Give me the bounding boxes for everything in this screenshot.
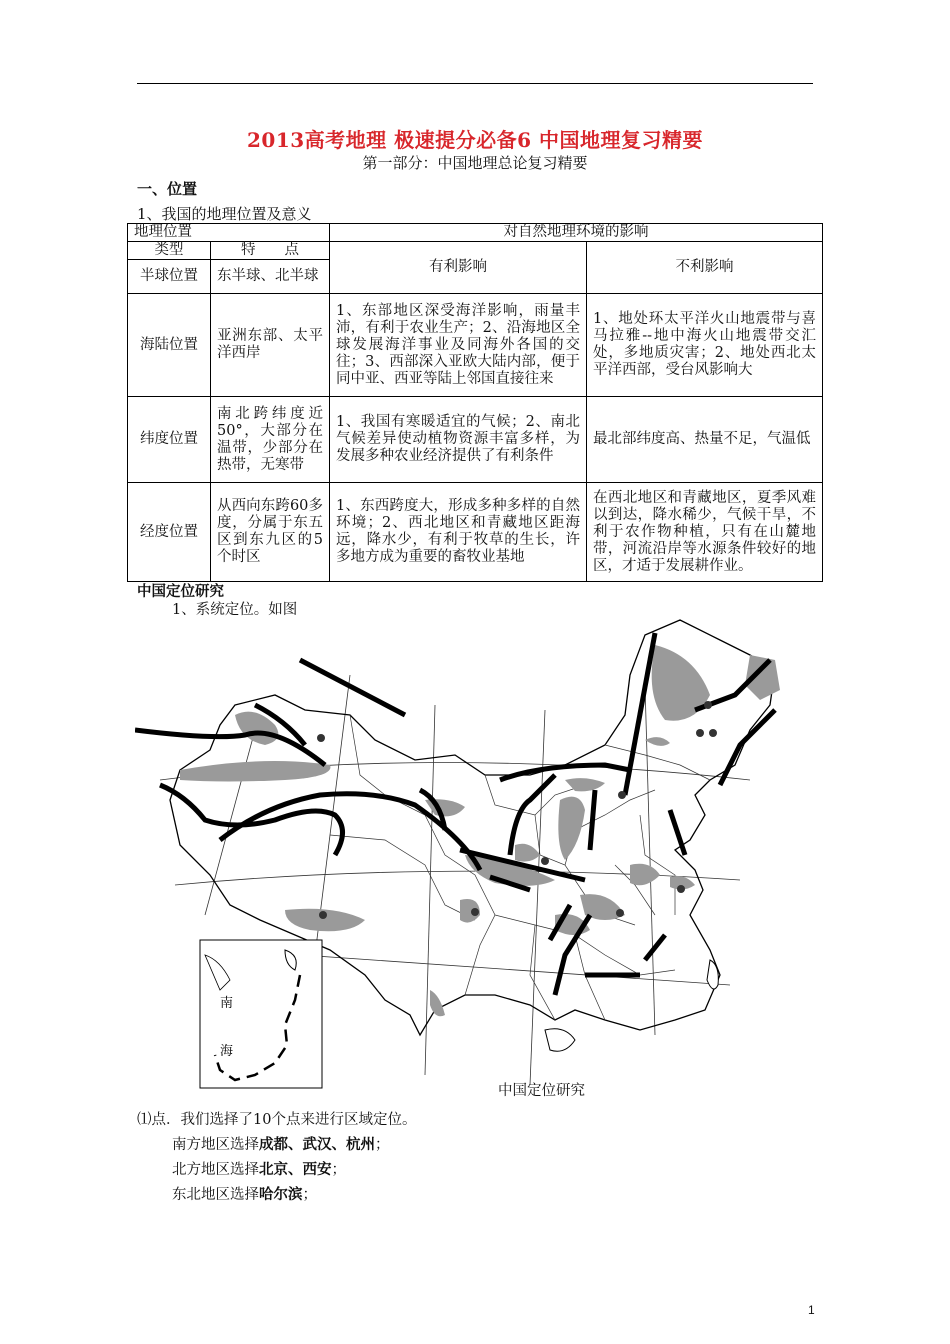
south-region-line — [172, 1133, 390, 1154]
page-title: 2013高考地理 极速提分必备6 中国地理复习精要 — [246, 128, 703, 152]
north-prefix: 北方地区选择 — [172, 1162, 259, 1178]
geo-position-table — [127, 223, 823, 582]
header-position: 地理位置 — [128, 224, 330, 242]
row-type: 半球位置 — [128, 260, 211, 294]
point-selection-text: ⑴点．我们选择了10个点来进行区域定位。 — [137, 1112, 417, 1128]
inset-label-hai: 海 — [220, 1044, 234, 1059]
page-number: 1 — [808, 1303, 815, 1317]
north-cities: 北京、西安 — [259, 1162, 332, 1178]
subsection-heading: 1、我国的地理位置及意义 — [137, 205, 312, 223]
map-caption: 中国定位研究 — [498, 1083, 585, 1099]
row-negative: 1、地处环太平洋火山地震带与喜马拉雅--地中海火山地震带交汇处，多地质灾害；2、地处西北太平洋西部，受台风影响大 — [587, 294, 823, 397]
inset-label-nan: 南 — [220, 996, 234, 1011]
row-positive: 1、东部地区深受海洋影响，雨量丰沛，有利于农业生产；2、沿海地区全球发展海洋事业及同海外各国的交往；3、西部深入亚欧大陆内部，便于同中亚、西亚等陆上邻国直接往来 — [330, 294, 587, 397]
row-feature: 从西向东跨60多度，分属于东五区到东九区的5个时区 — [211, 483, 330, 582]
northeast-cities: 哈尔滨 — [259, 1187, 303, 1203]
northeast-region-line — [172, 1183, 317, 1204]
south-china-sea-inset — [200, 940, 322, 1088]
northeast-suffix: ； — [302, 1187, 317, 1203]
row-type: 海陆位置 — [128, 294, 211, 397]
northeast-prefix: 东北地区选择 — [172, 1187, 259, 1203]
south-cities: 成都、武汉、杭州 — [259, 1137, 375, 1153]
header-positive: 有利影响 — [330, 242, 587, 294]
row-type: 经度位置 — [128, 483, 211, 582]
row-feature: 亚洲东部、太平洋西岸 — [211, 294, 330, 397]
header-type: 类型 — [128, 242, 211, 260]
header-feature: 特 点 — [211, 242, 330, 260]
system-location-text: 1、系统定位。如图 — [172, 602, 298, 618]
section-heading-position: 一、位置 — [137, 180, 198, 198]
row-negative: 在西北地区和青藏地区，夏季风难以到达，降水稀少，气候干旱，不利于农作物种植，只有在山麓地带，河流沿岸等水源条件较好的地区，才适于发展耕作业。 — [587, 483, 823, 582]
taiwan-island — [707, 960, 718, 989]
row-feature: 南北跨纬度近50°，大部分在温带，少部分在热带，无寒带 — [211, 397, 330, 483]
north-suffix: ； — [331, 1162, 346, 1178]
row-type: 纬度位置 — [128, 397, 211, 483]
header-rule — [137, 83, 813, 84]
header-negative: 不利影响 — [587, 242, 823, 294]
north-region-line — [172, 1158, 346, 1179]
row-positive: 1、东西跨度大，形成多种多样的自然环境；2、西北地区和青藏地区距海远，降水少，有利于牧草的生长，许多地方成为重要的畜牧业基地 — [330, 483, 587, 582]
row-positive: 1、我国有寒暖适宜的气候；2、南北气候差异使动植物资源丰富多样，为发展多种农业经济提供了有利条件 — [330, 397, 587, 483]
header-effect: 对自然地理环境的影响 — [330, 224, 823, 242]
china-location-map — [135, 615, 785, 1095]
south-prefix: 南方地区选择 — [172, 1137, 259, 1153]
row-feature: 东半球、北半球 — [211, 260, 330, 294]
section-heading-location: 中国定位研究 — [137, 584, 224, 600]
row-negative: 最北部纬度高、热量不足，气温低 — [587, 397, 823, 483]
hainan-island — [545, 1029, 575, 1052]
south-suffix: ； — [375, 1137, 390, 1153]
page-subtitle: 第一部分：中国地理总论复习精要 — [362, 154, 588, 172]
